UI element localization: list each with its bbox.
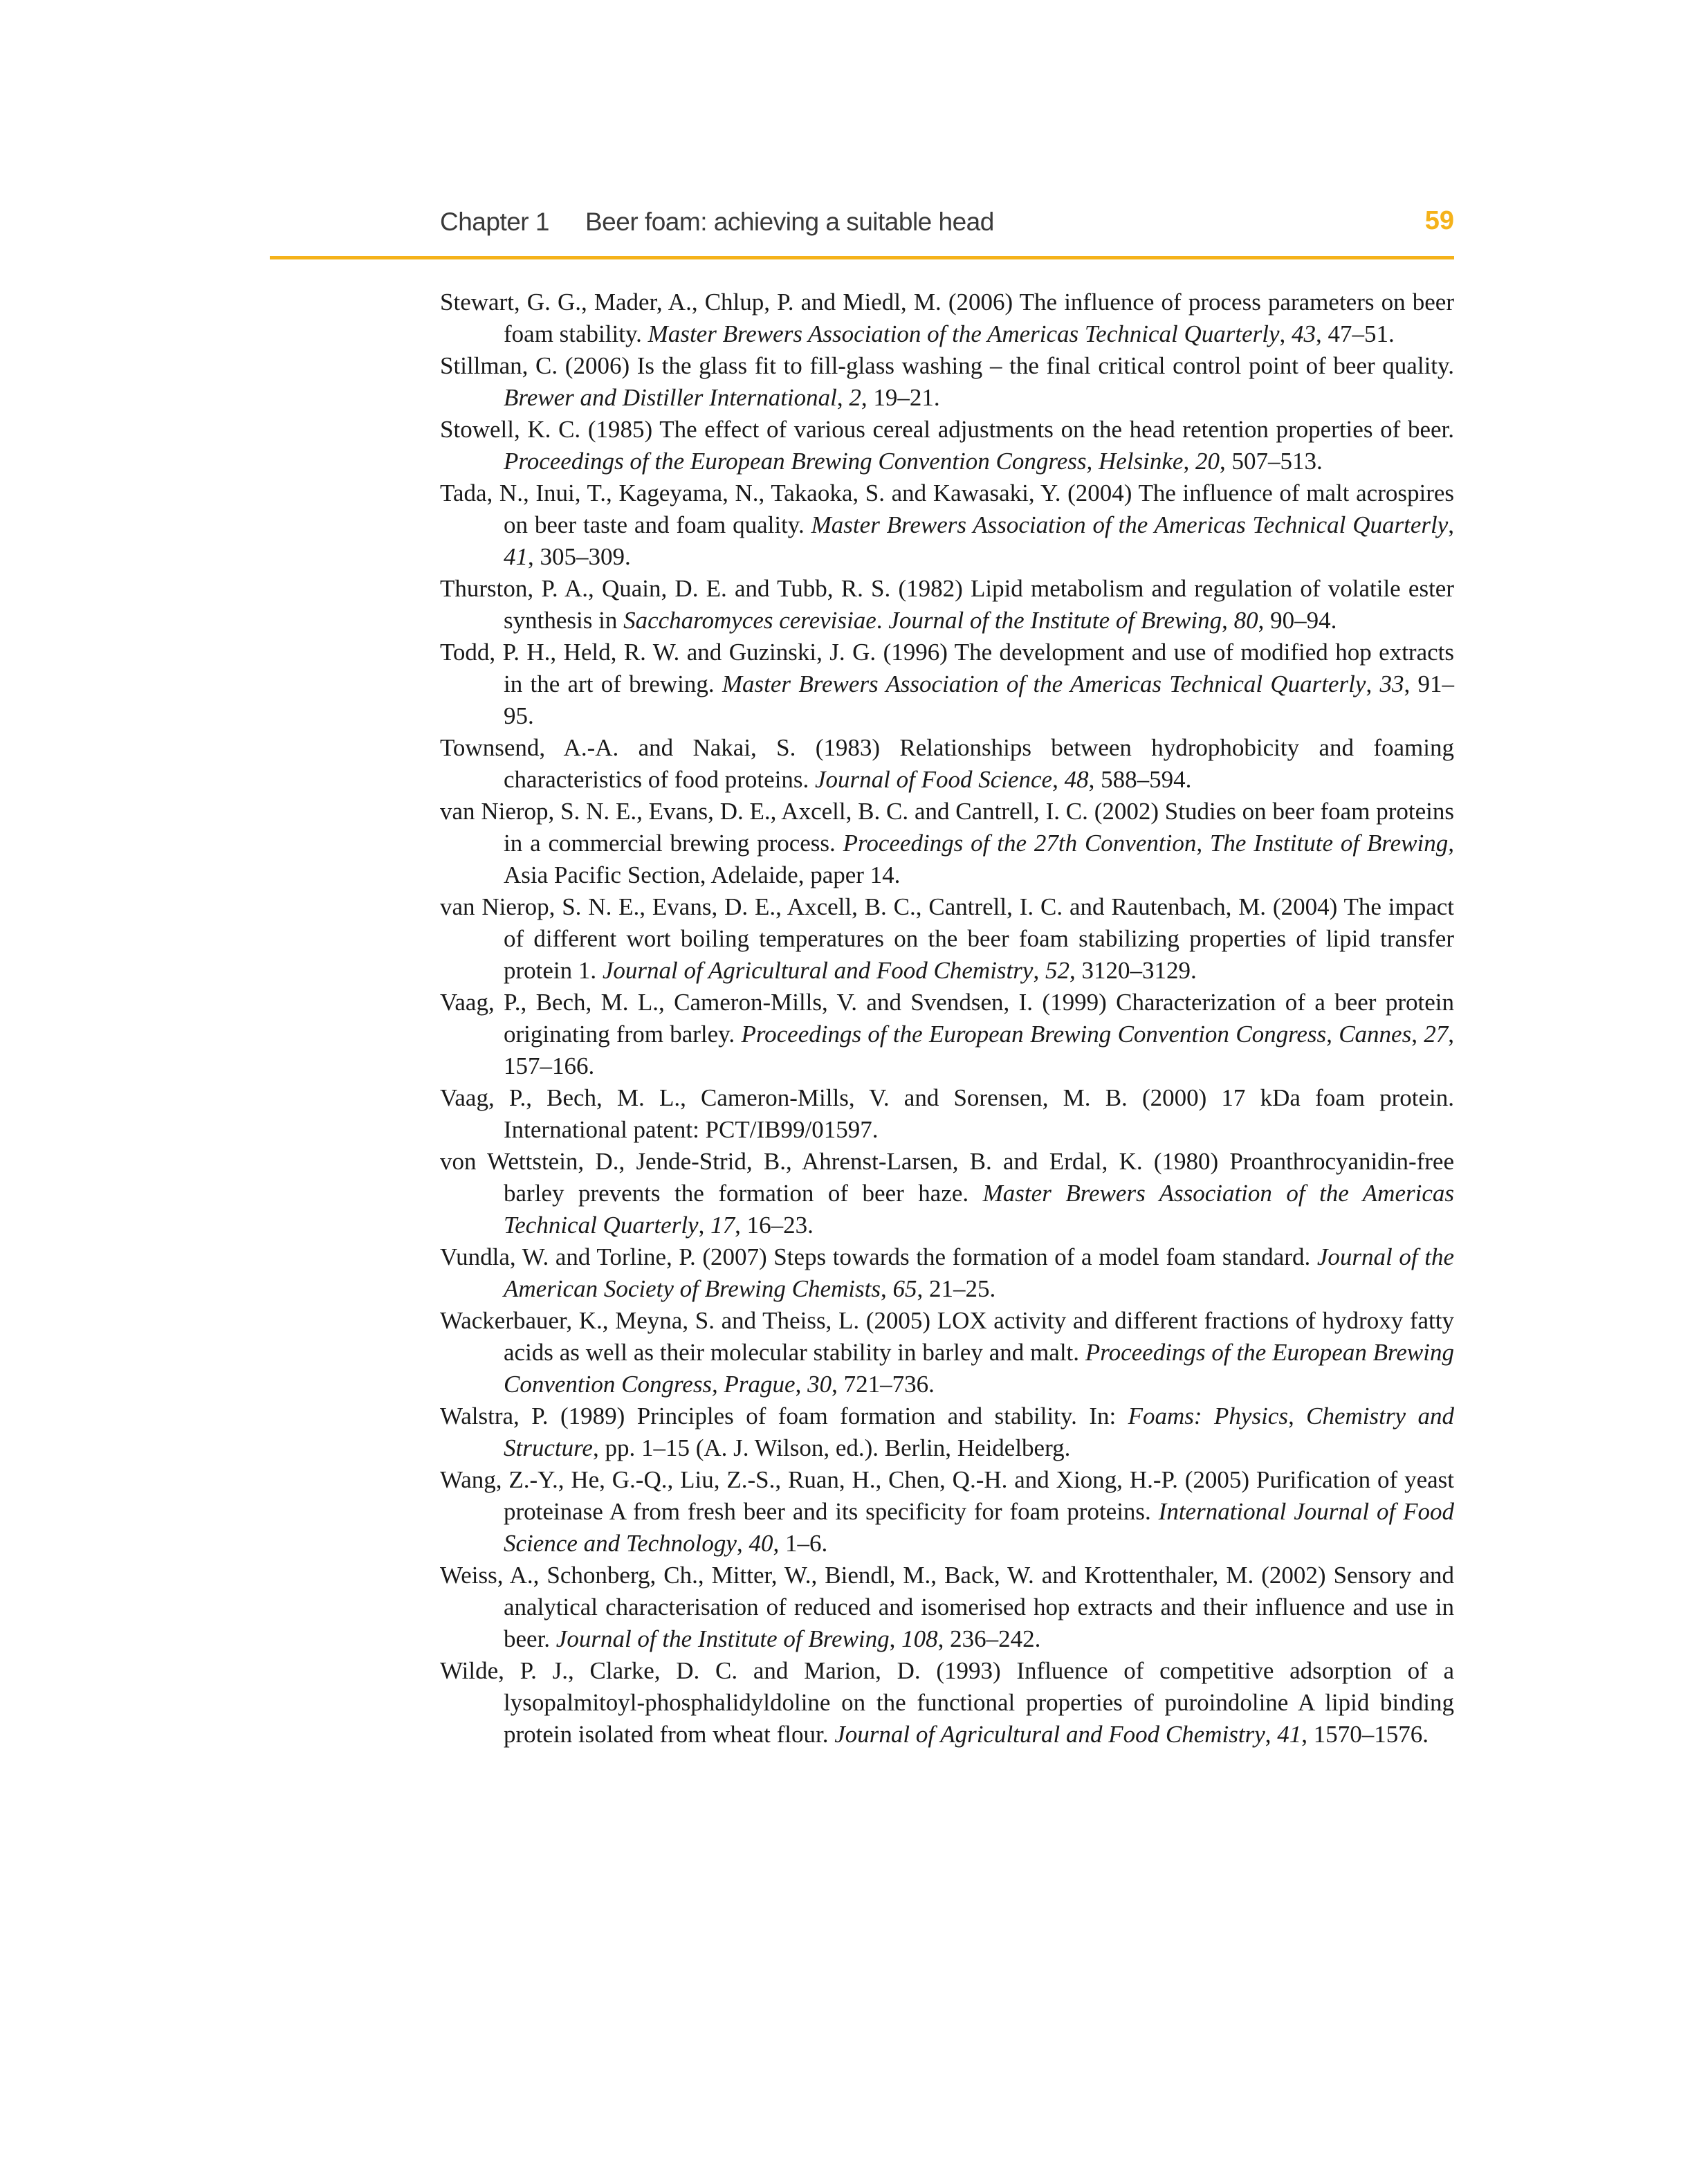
reference-text: , pp. 1–15 (A. J. Wilson, ed.). Berlin, Heidelberg. bbox=[592, 1434, 1071, 1461]
reference-italic-text: Saccharomyces cerevisiae bbox=[623, 607, 876, 634]
reference-entry bbox=[440, 891, 1454, 987]
reference-italic-text: Foams: Physics, Chemistry and Structure bbox=[504, 1403, 1454, 1461]
reference-italic-text: 20 bbox=[1195, 448, 1220, 475]
reference-italic-text: 65 bbox=[892, 1275, 917, 1302]
reference-entry bbox=[440, 573, 1454, 637]
reference-italic-text: 41 bbox=[504, 543, 528, 570]
reference-entry bbox=[440, 350, 1454, 414]
reference-text: Vaag, P., Bech, M. L., Cameron-Mills, V. and Sorensen, M. B. (2000) 17 kDa foam protein. International patent: PCT/IB99/01597. bbox=[440, 1084, 1454, 1143]
reference-text: , bbox=[1265, 1721, 1278, 1748]
reference-text: Weiss, A., Schonberg, Ch., Mitter, W., Biendl, M., Back, W. and Krottenthaler, M. (2002) Sensory and analytical characterisation of reduced and isomerised hop extracts and their influence and use in beer. bbox=[440, 1562, 1454, 1652]
reference-text: , 507–513. bbox=[1219, 448, 1323, 475]
reference-italic-text: Master Brewers Association of the Americas Technical Quarterly bbox=[811, 511, 1449, 538]
reference-text: , bbox=[836, 384, 850, 411]
reference-italic-text: Proceedings of the 27th Convention, The Institute of Brewing, bbox=[843, 830, 1454, 857]
reference-italic-text: Proceedings of the European Brewing Convention Congress, Cannes bbox=[741, 1021, 1412, 1048]
reference-text: , bbox=[1448, 511, 1455, 538]
reference-italic-text: Brewer and Distiller International bbox=[504, 384, 837, 411]
reference-text: , 721–736. bbox=[832, 1371, 935, 1398]
page-number: 59 bbox=[1424, 206, 1454, 235]
reference-italic-text: 48 bbox=[1064, 766, 1089, 793]
reference-text: , bbox=[1183, 448, 1195, 475]
reference-italic-text: Master Brewers Association of the Americas Technical Quarterly bbox=[722, 670, 1366, 697]
reference-text: , 1570–1576. bbox=[1301, 1721, 1429, 1748]
reference-text: Walstra, P. (1989) Principles of foam formation and stability. In: bbox=[440, 1403, 1128, 1429]
reference-entry bbox=[440, 1146, 1454, 1241]
reference-text: , bbox=[1411, 1021, 1424, 1048]
reference-entry bbox=[440, 1655, 1454, 1751]
reference-text: Stewart, G. G., Mader, A., Chlup, P. and Miedl, M. (2006) The influence of process parameters on beer foam stability. bbox=[440, 289, 1454, 347]
reference-text: van Nierop, S. N. E., Evans, D. E., Axcell, B. C., Cantrell, I. C. and Rautenbach, M. (2004) The impact of different wort boiling temperatures on the beer foam stabilizing properties of lipid transfer protein 1. bbox=[440, 893, 1454, 984]
reference-text: , 588–594. bbox=[1088, 766, 1192, 793]
reference-italic-text: 17 bbox=[710, 1212, 735, 1239]
reference-entry bbox=[440, 1560, 1454, 1655]
reference-text: Tada, N., Inui, T., Kageyama, N., Takaoka, S. and Kawasaki, Y. (2004) The influence of malt acrospires on beer taste and foam quality. bbox=[440, 479, 1454, 538]
reference-italic-text: Proceedings of the European Brewing Convention Congress, Prague bbox=[504, 1339, 1454, 1398]
reference-text: , 3120–3129. bbox=[1069, 957, 1197, 984]
reference-entry bbox=[440, 1400, 1454, 1464]
reference-text: Todd, P. H., Held, R. W. and Guzinski, J. G. (1996) The development and use of modified hop extracts in the art of brewing. bbox=[440, 639, 1454, 697]
reference-list bbox=[440, 286, 1454, 1751]
reference-entry bbox=[440, 477, 1454, 573]
reference-text: Vundla, W. and Torline, P. (2007) Steps towards the formation of a model foam standard. bbox=[440, 1243, 1317, 1270]
reference-text: , bbox=[1279, 320, 1292, 347]
reference-text: , 157–166. bbox=[504, 1021, 1455, 1079]
reference-text: Stowell, K. C. (1985) The effect of various cereal adjustments on the head retention properties of beer. bbox=[440, 416, 1454, 443]
reference-italic-text: Journal of Food Science bbox=[814, 766, 1053, 793]
reference-italic-text: International Journal of Food Science and Technology bbox=[504, 1498, 1454, 1557]
reference-italic-text: 52 bbox=[1045, 957, 1069, 984]
reference-entry bbox=[440, 637, 1454, 732]
reference-text: , 21–25. bbox=[917, 1275, 996, 1302]
reference-text: , 90–94. bbox=[1258, 607, 1337, 634]
reference-entry bbox=[440, 286, 1454, 350]
reference-italic-text: 80 bbox=[1233, 607, 1258, 634]
chapter-label: Chapter 1 bbox=[440, 208, 549, 236]
reference-text: , 236–242. bbox=[937, 1625, 1041, 1652]
reference-italic-text: 27 bbox=[1424, 1021, 1449, 1048]
reference-entry bbox=[440, 1241, 1454, 1305]
reference-italic-text: Master Brewers Association of the Americas Technical Quarterly bbox=[504, 1180, 1454, 1239]
reference-text: , bbox=[795, 1371, 808, 1398]
reference-entry bbox=[440, 987, 1454, 1082]
reference-italic-text: 2 bbox=[849, 384, 861, 411]
reference-text: , 16–23. bbox=[735, 1212, 814, 1239]
reference-italic-text: Journal of Agricultural and Food Chemistry bbox=[602, 957, 1034, 984]
reference-text: , bbox=[889, 1625, 902, 1652]
reference-italic-text: 43 bbox=[1292, 320, 1316, 347]
reference-entry bbox=[440, 1464, 1454, 1560]
reference-text: , bbox=[1033, 957, 1045, 984]
reference-text: , bbox=[1052, 766, 1065, 793]
reference-text: Wang, Z.-Y., He, G.-Q., Liu, Z.-S., Ruan, H., Chen, Q.-H. and Xiong, H.-P. (2005) Purification of yeast proteinase A from fresh beer and its specificity for foam proteins. bbox=[440, 1466, 1454, 1525]
reference-entry bbox=[440, 1082, 1454, 1146]
reference-italic-text: 108 bbox=[901, 1625, 938, 1652]
running-header bbox=[440, 202, 1454, 246]
reference-text: , bbox=[1222, 607, 1234, 634]
reference-text: , bbox=[698, 1212, 711, 1239]
reference-text: van Nierop, S. N. E., Evans, D. E., Axcell, B. C. and Cantrell, I. C. (2002) Studies on beer foam proteins in a commercial brewing process. bbox=[440, 798, 1454, 857]
reference-text: , 19–21. bbox=[861, 384, 940, 411]
reference-text: Wilde, P. J., Clarke, D. C. and Marion, D. (1993) Influence of competitive adsorption of a lysopalmitoyl-phosphalidyldoline on the functional properties of puroindoline A lipid binding protein isolated from wheat flour. bbox=[440, 1657, 1454, 1748]
reference-text: , 47–51. bbox=[1316, 320, 1395, 347]
reference-italic-text: Proceedings of the European Brewing Convention Congress, Helsinke bbox=[504, 448, 1184, 475]
reference-text: . bbox=[876, 607, 889, 634]
reference-text: , bbox=[736, 1530, 749, 1557]
reference-entry bbox=[440, 414, 1454, 477]
reference-text: von Wettstein, D., Jende-Strid, B., Ahrenst-Larsen, B. and Erdal, K. (1980) Proanthrocyanidin-free barley prevents the formation of beer haze. bbox=[440, 1148, 1454, 1207]
reference-entry bbox=[440, 1305, 1454, 1400]
reference-text: Wackerbauer, K., Meyna, S. and Theiss, L. (2005) LOX activity and different fractions of hydroxy fatty acids as well as their molecular stability in barley and malt. bbox=[440, 1307, 1454, 1366]
reference-italic-text: Journal of the American Society of Brewing Chemists bbox=[504, 1243, 1454, 1302]
reference-italic-text: Journal of Agricultural and Food Chemistry bbox=[834, 1721, 1265, 1748]
reference-text: Thurston, P. A., Quain, D. E. and Tubb, R. S. (1982) Lipid metabolism and regulation of volatile ester synthesis in bbox=[440, 575, 1454, 634]
chapter-title: Beer foam: achieving a suitable head bbox=[585, 208, 994, 236]
reference-italic-text: 33 bbox=[1379, 670, 1404, 697]
reference-text: Stillman, C. (2006) Is the glass fit to fill-glass washing – the final critical control point of beer quality. bbox=[440, 352, 1454, 379]
reference-italic-text: Journal of the Institute of Brewing bbox=[555, 1625, 890, 1652]
reference-entry bbox=[440, 796, 1454, 891]
reference-text: Vaag, P., Bech, M. L., Cameron-Mills, V. and Svendsen, I. (1999) Characterization of a beer protein originating from barley. bbox=[440, 989, 1454, 1048]
reference-text: , 305–309. bbox=[528, 543, 631, 570]
reference-text: , 1–6. bbox=[773, 1530, 828, 1557]
reference-text: Townsend, A.-A. and Nakai, S. (1983) Relationships between hydrophobicity and foaming characteristics of food proteins. bbox=[440, 734, 1454, 793]
reference-text: , 91–95. bbox=[504, 670, 1454, 729]
header-rule bbox=[270, 256, 1454, 259]
reference-text: , bbox=[881, 1275, 893, 1302]
reference-italic-text: 41 bbox=[1277, 1721, 1302, 1748]
reference-italic-text: 30 bbox=[807, 1371, 832, 1398]
reference-italic-text: Master Brewers Association of the Americas Technical Quarterly bbox=[648, 320, 1280, 347]
reference-italic-text: Journal of the Institute of Brewing bbox=[888, 607, 1222, 634]
reference-text: , bbox=[1366, 670, 1380, 697]
reference-entry bbox=[440, 732, 1454, 796]
reference-text: Asia Pacific Section, Adelaide, paper 14. bbox=[504, 861, 901, 888]
reference-italic-text: 40 bbox=[749, 1530, 773, 1557]
